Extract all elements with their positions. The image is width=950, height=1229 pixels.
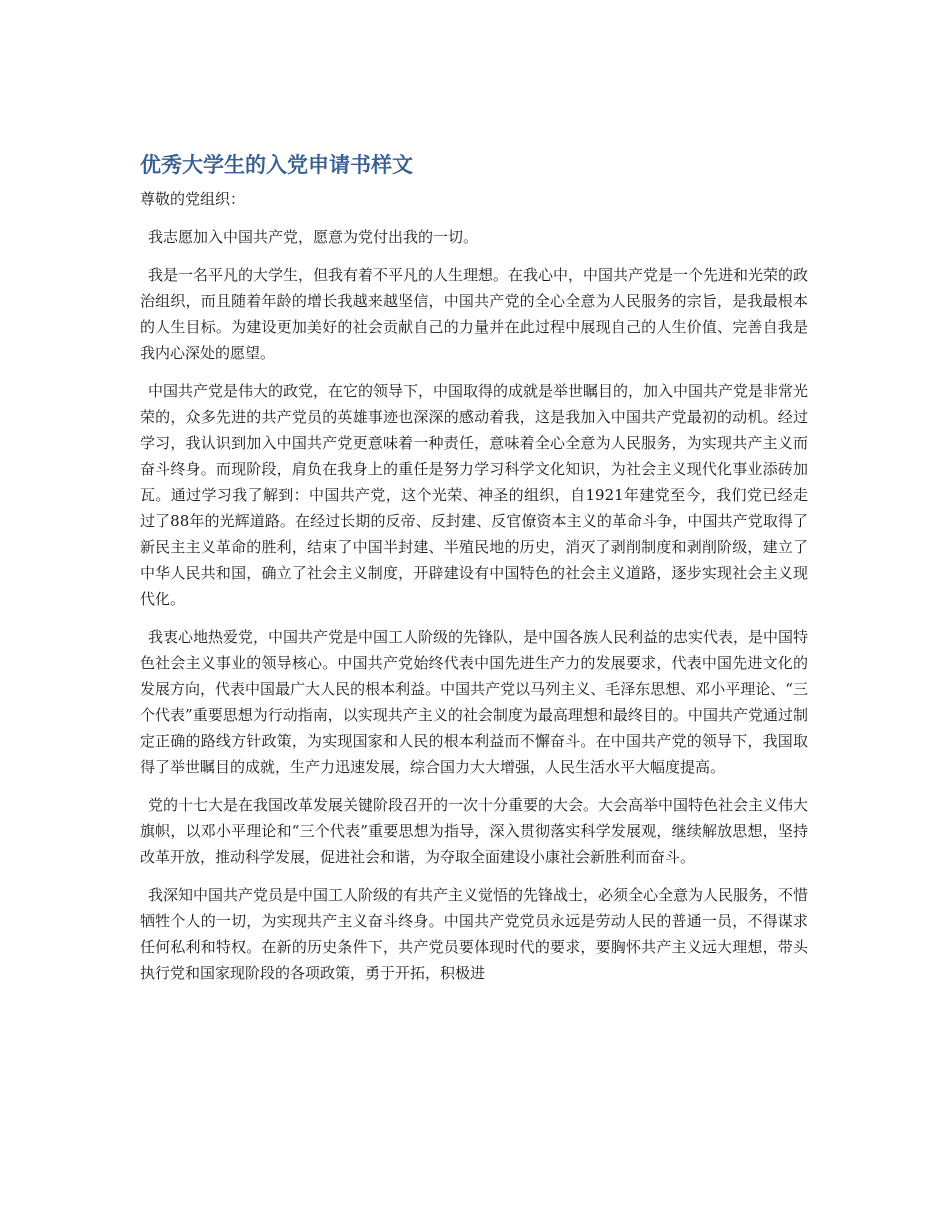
paragraph-1: 我志愿加入中国共产党，愿意为党付出我的一切。 xyxy=(148,228,479,246)
document-title: 优秀大学生的入党申请书样文 xyxy=(140,153,413,177)
paragraph-5: 党的十七大是在我国改革发展关键阶段召开的一次十分重要的大会。大会高举中国特色社会主义伟大旗帜，以邓小平理论和“三个代表”重要思想为指导，深入贯彻落实科学发展观，继续解放思想，坚持改革开放，推动科学发展，促进社会和谐，为夺取全面建设小康社会新胜利而奋斗。 xyxy=(140,796,809,866)
paragraph-6: 我深知中国共产党员是中国工人阶级的有共产主义觉悟的先锋战士，必须全心全意为人民服务，不惜牺牲个人的一切，为实现共产主义奋斗终身。中国共产党党员永远是劳动人民的普通一员，不得谋求任何私利和特权。在新的历史条件下，共产党员要体现时代的要求，要胸怀共产主义远大理想，带头执行党和国家现阶段的各项政策，勇于开拓，积极进 xyxy=(140,886,809,982)
paragraph-2: 我是一名平凡的大学生，但我有着不平凡的人生理想。在我心中，中国共产党是一个先进和光荣的政治组织，而且随着年龄的增长我越来越坚信，中国共产党的全心全意为人民服务的宗旨，是我最根本的人生目标。为建设更加美好的社会贡献自己的力量并在此过程中展现自己的人生价值、完善自我是我内心深处的愿望。 xyxy=(140,266,809,362)
document-page xyxy=(140,150,808,998)
paragraph-4: 我衷心地热爱党，中国共产党是中国工人阶级的先锋队，是中国各族人民利益的忠实代表，是中国特色社会主义事业的领导核心。中国共产党始终代表中国先进生产力的发展要求，代表中国先进文化的发展方向，代表中国最广大人民的根本利益。中国共产党以马列主义、毛泽东思想、邓小平理论、“三个代表”重要思想为行动指南，以实现共产主义的社会制度为最高理想和最终目的。中国共产党通过制定正确的路线方针政策，为实现国家和人民的根本利益而不懈奋斗。在中国共产党的领导下，我国取得了举世瞩目的成就，生产力迅速发展，综合国力大大增强，人民生活水平大幅度提高。 xyxy=(140,628,809,776)
paragraph-3: 中国共产党是伟大的政党，在它的领导下，中国取得的成就是举世瞩目的，加入中国共产党是非常光荣的，众多先进的共产党员的英雄事迹也深深的感动着我，这是我加入中国共产党最初的动机。经过学习，我认识到加入中国共产党更意味着一种责任，意味着全心全意为人民服务，为实现共产主义而奋斗终身。而现阶段，肩负在我身上的重任是努力学习科学文化知识，为社会主义现代化事业添砖加瓦。通过学习我了解到：中国共产党，这个光荣、神圣的组织，自1921年建党至今，我们党已经走过了88年的光辉道路。在经过长期的反帝、反封建、反官僚资本主义的革命斗争，中国共产党取得了新民主主义革命的胜利，结束了中国半封建、半殖民地的历史，消灭了剥削制度和剥削阶级，建立了中华人民共和国，确立了社会主义制度，开辟建设有中国特色的社会主义道路，逐步实现社会主义现代化。 xyxy=(140,382,809,608)
salutation: 尊敬的党组织： xyxy=(140,190,246,208)
